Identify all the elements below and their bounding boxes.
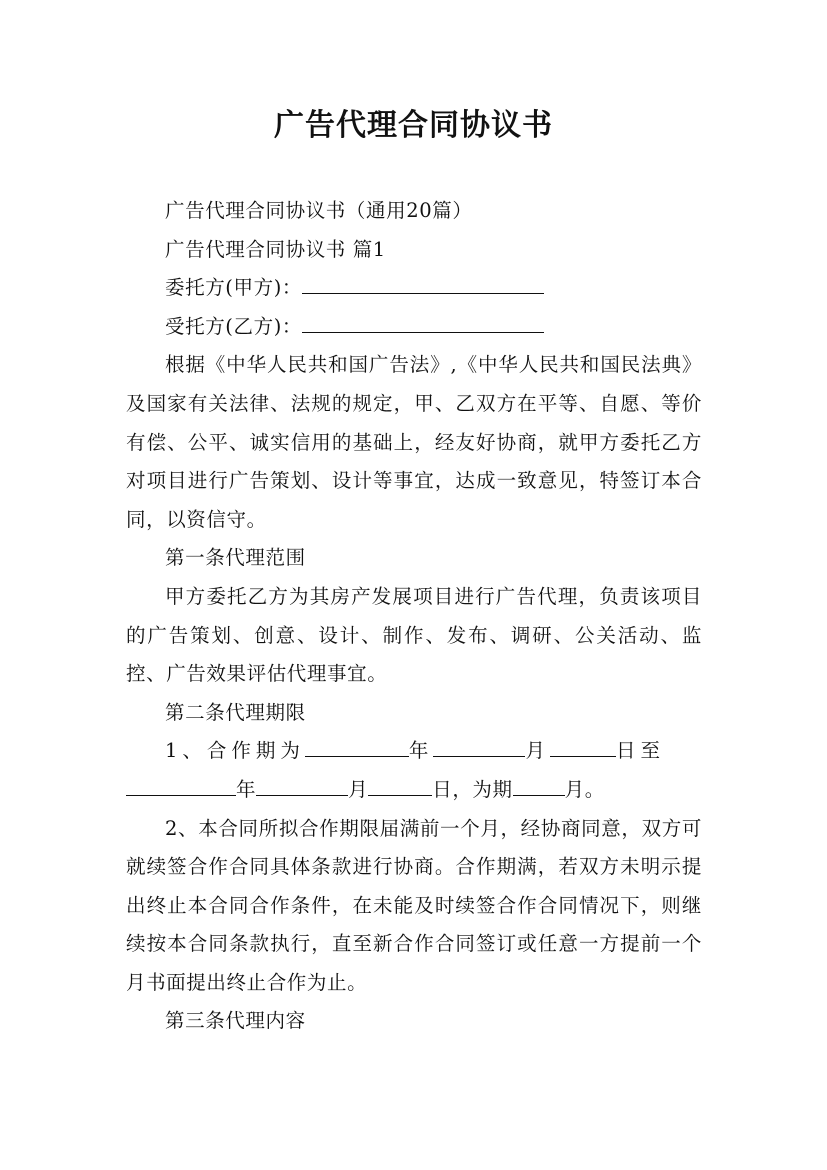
term-item1	[126, 732, 702, 771]
term-year-label: 年	[408, 739, 434, 763]
section-title: 广告代理合同协议书 篇1	[165, 237, 386, 261]
term-item1-cont	[126, 771, 702, 810]
term-blank-year	[305, 734, 409, 757]
intro-paragraph: 根据《中华人民共和国广告法》,《中华人民共和国民法典》及国家有关法律、法规的规定，甲、乙双方在平等、自愿、等价有偿、公平、诚实信用的基础上，经友好协商，就甲方委托乙方对项目进行广告策划、设计等事宜，达成一致意见，特签订本合同，以资信守。	[126, 353, 702, 531]
term-blank-day2	[368, 773, 432, 796]
document-body	[126, 192, 702, 1041]
term-blank-month	[433, 734, 525, 757]
article3-title: 第三条代理内容	[165, 1009, 306, 1033]
term-blank-months	[513, 773, 565, 796]
term-year2-label: 年	[236, 777, 257, 801]
party-a-label: 委托方(甲方)：	[165, 276, 303, 300]
party-b-row	[126, 308, 702, 347]
term-blank-month2	[256, 773, 348, 796]
term-blank-day	[550, 734, 616, 757]
term-month-label: 月	[525, 739, 550, 763]
term-item2: 2、本合同所拟合作期限届满前一个月，经协商同意，双方可就续签合作合同具体条款进行协商。合作期满，若双方未明示提出终止本合同合作条件，在未能及时续签合作合同情况下，则继续按本合同条款执行，直至新合作合同签订或任意一方提前一个月书面提出终止合作为止。	[126, 816, 702, 994]
term-item1-prefix: 1、合作期为	[165, 739, 305, 763]
party-b-label: 受托方(乙方)：	[165, 314, 303, 338]
article1-title: 第一条代理范围	[165, 546, 306, 570]
document-title: 广告代理合同协议书	[274, 108, 553, 143]
term-day-to-label: 日至	[615, 739, 665, 763]
party-a-blank	[302, 271, 544, 294]
party-a-row	[126, 269, 702, 308]
term-months-label: 月。	[564, 777, 605, 801]
term-blank-year2	[126, 773, 236, 796]
term-day2-label: 日，为期	[432, 777, 513, 801]
article2-title: 第二条代理期限	[165, 700, 306, 724]
term-month2-label: 月	[348, 777, 369, 801]
document-subtitle: 广告代理合同协议书（通用20篇）	[165, 199, 473, 222]
party-b-blank	[302, 310, 544, 333]
article1-text: 甲方委托乙方为其房产发展项目进行广告代理，负责该项目的广告策划、创意、设计、制作、发布、调研、公关活动、监控、广告效果评估代理事宜。	[126, 584, 702, 686]
